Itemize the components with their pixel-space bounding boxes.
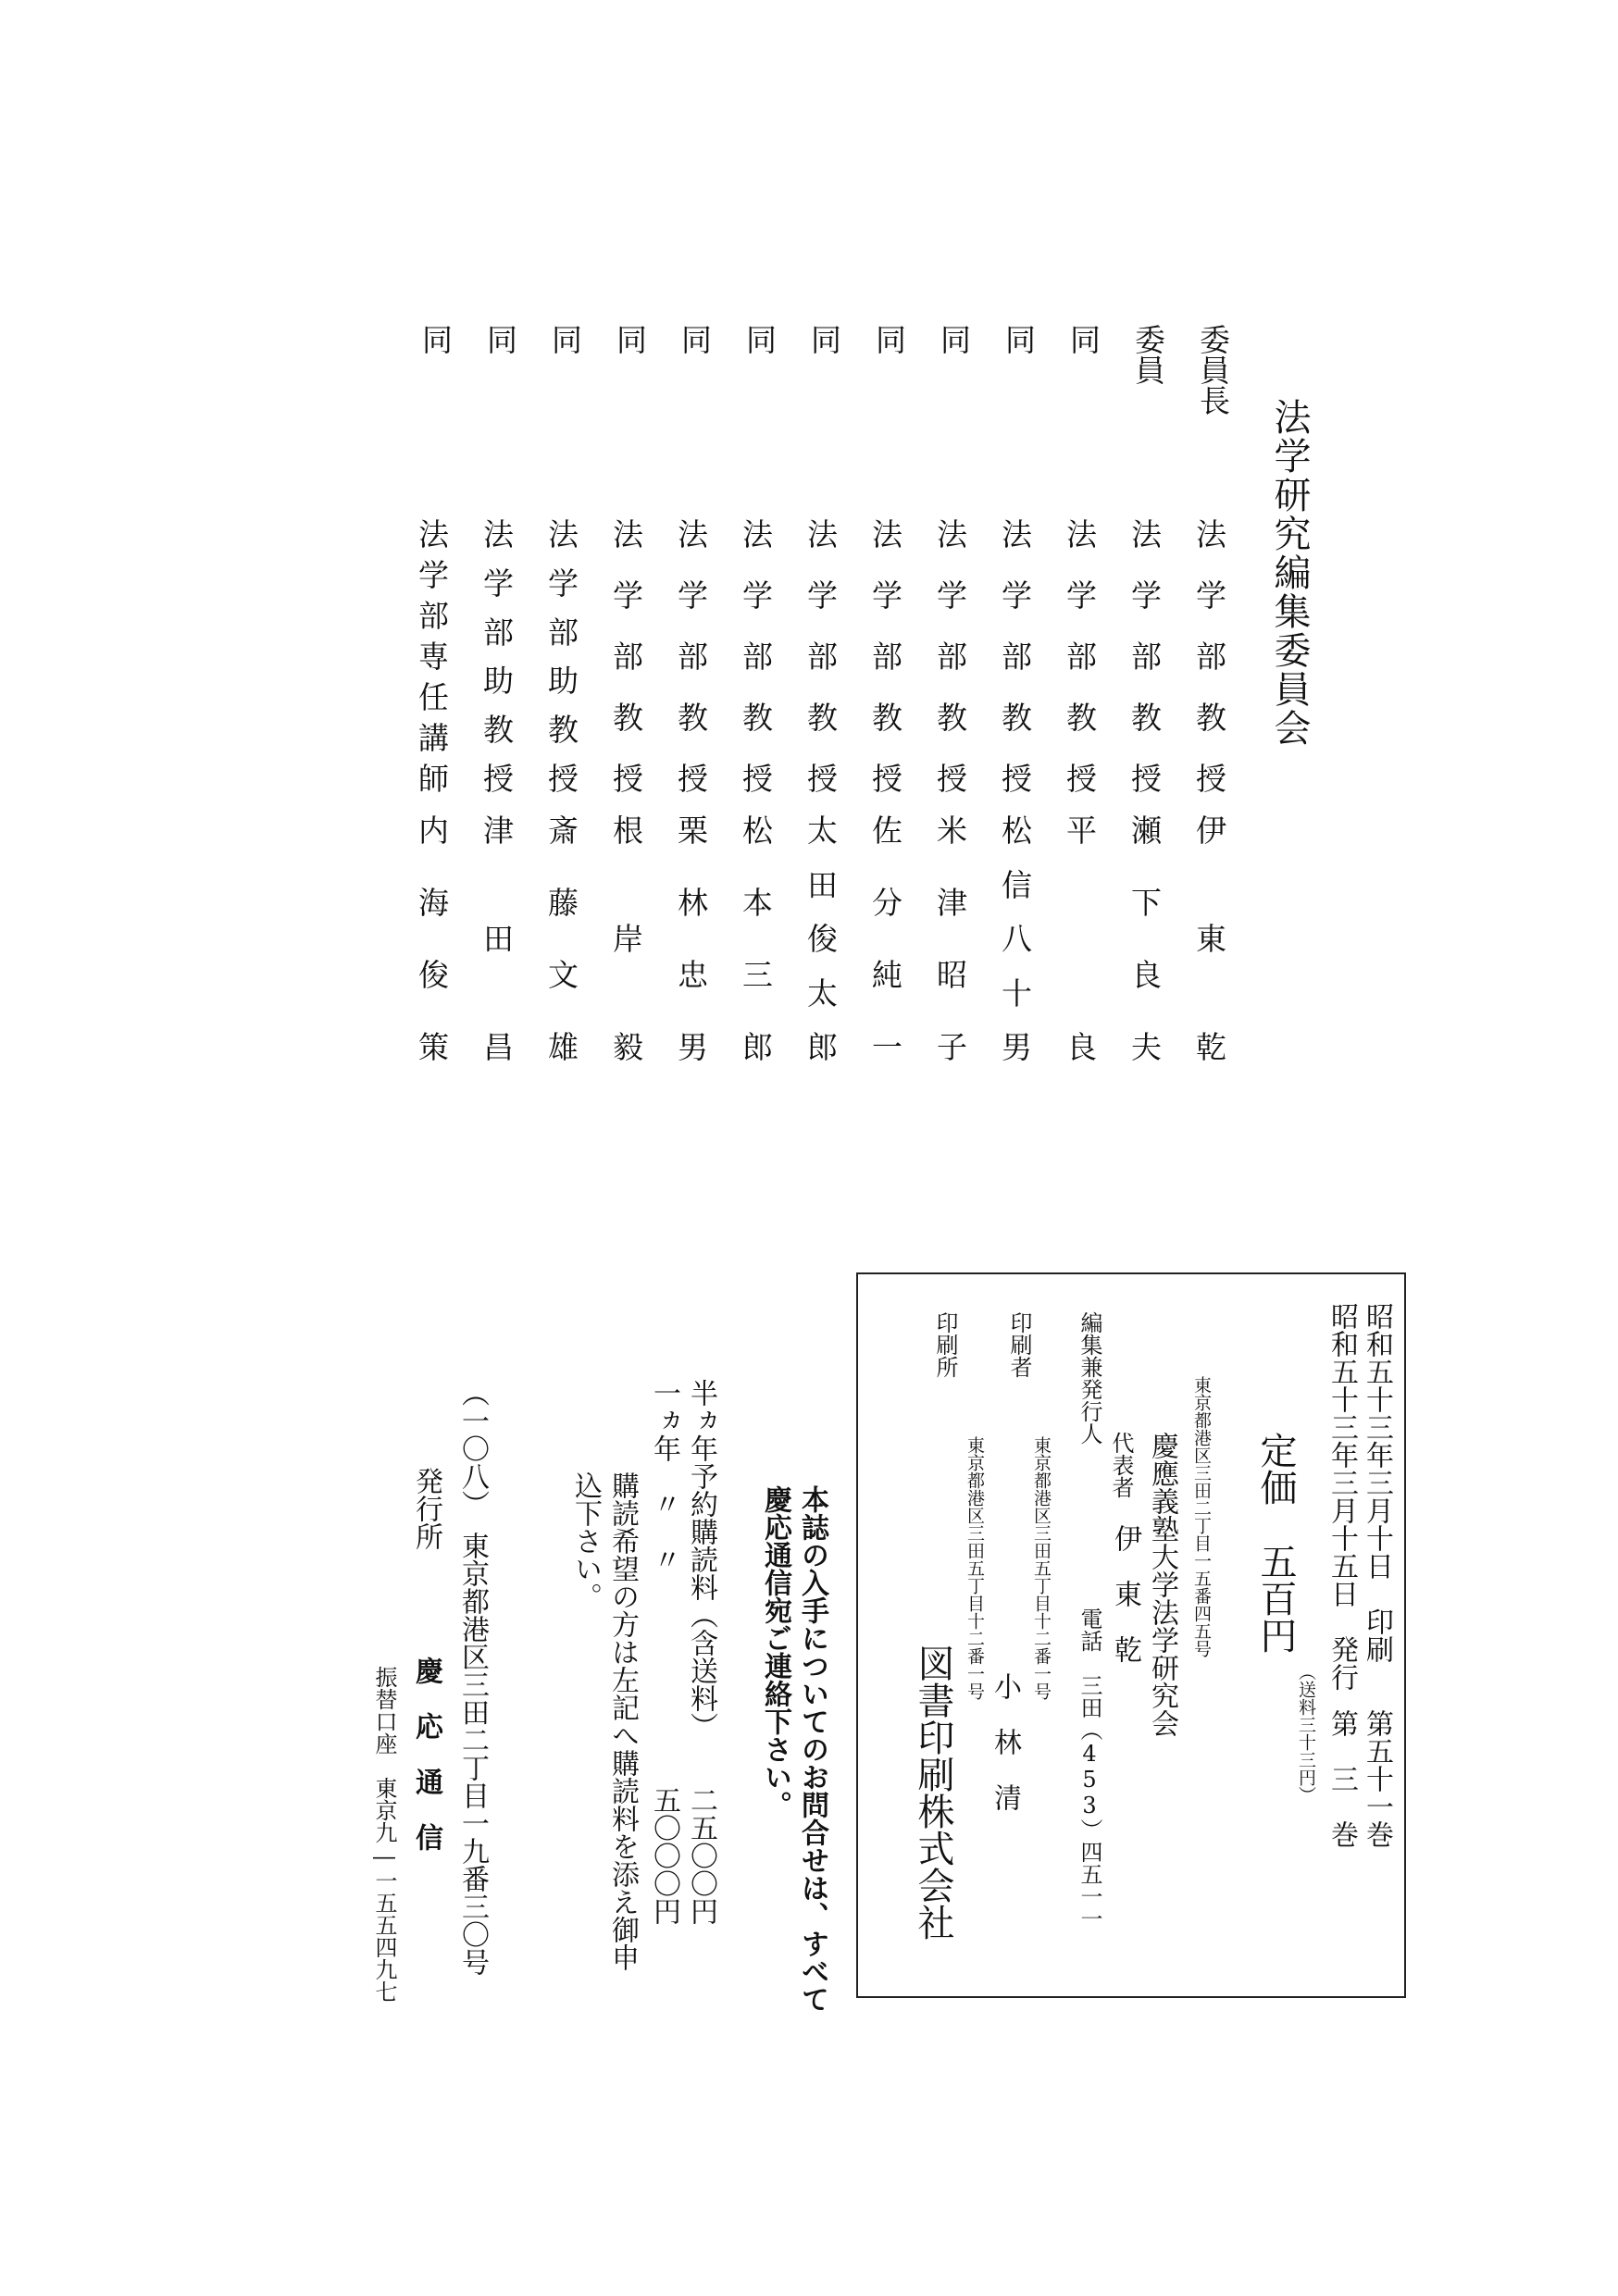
glyph: 昭 — [937, 957, 967, 993]
glyph: 平 — [1066, 813, 1097, 849]
committee-member — [796, 324, 852, 1064]
glyph: 助 — [483, 663, 514, 700]
glyph: 雄 — [548, 1029, 579, 1065]
glyph: 文 — [548, 957, 579, 993]
committee-member — [666, 324, 722, 1064]
glyph: 授 — [1002, 761, 1032, 797]
glyph: 部 — [548, 614, 579, 651]
glyph: 法 — [807, 516, 838, 552]
glyph: 授 — [678, 761, 708, 797]
volume-number: 第五十一巻 — [1361, 1709, 1393, 1848]
glyph: 授 — [613, 761, 643, 797]
glyph: 信 — [1002, 866, 1032, 903]
committee-member — [602, 324, 657, 1064]
glyph: 教 — [483, 712, 514, 749]
glyph: 純 — [872, 957, 902, 993]
committee-member — [926, 324, 981, 1064]
representative-name: 伊 東 乾 — [1109, 1524, 1141, 1663]
glyph: 良 — [1131, 957, 1162, 993]
committee-member — [861, 324, 916, 1064]
committee-member — [1120, 324, 1176, 1064]
glyph: 一 — [872, 1029, 902, 1065]
glyph: 根 — [613, 813, 643, 849]
glyph: 部 — [807, 639, 838, 675]
member-affiliation — [1131, 518, 1168, 796]
glyph: 授 — [483, 760, 514, 797]
committee-member — [990, 324, 1046, 1064]
glyph: 太 — [807, 813, 838, 849]
half-year-label: 半ヵ年予約購読料（含送料） — [685, 1379, 717, 1740]
print-shop-address: 東京都港区三田五丁目十二番一号 — [965, 1436, 985, 1700]
glyph: 乾 — [1196, 1029, 1226, 1065]
glyph: 法 — [1131, 516, 1162, 552]
glyph: 授 — [1131, 761, 1162, 797]
publisher-address: 東京都港区三田二丁目一五番四五号 — [1191, 1376, 1212, 1657]
glyph: 米 — [937, 813, 967, 849]
glyph: 俊 — [418, 957, 449, 993]
member-role: 同 — [741, 324, 778, 354]
glyph: 海 — [418, 885, 449, 921]
half-year-price: 二五〇〇円 — [685, 1786, 717, 1925]
glyph: 良 — [1066, 1029, 1097, 1065]
apply-line-2: 込下さい。 — [569, 1471, 602, 1610]
glyph: 法 — [678, 516, 708, 552]
member-name — [1131, 814, 1168, 1064]
member-affiliation — [1066, 518, 1103, 796]
printer-address: 東京都港区三田五丁目十二番一号 — [1031, 1436, 1052, 1700]
glyph: 師 — [418, 761, 449, 797]
glyph: 学 — [742, 577, 773, 614]
glyph: 松 — [742, 813, 773, 849]
member-affiliation — [678, 518, 715, 796]
glyph: 学 — [678, 577, 708, 614]
glyph: 分 — [872, 885, 902, 921]
glyph: 津 — [483, 813, 514, 849]
glyph: 助 — [548, 663, 579, 700]
distributor-label: 発行所 — [410, 1467, 442, 1550]
glyph: 専 — [418, 639, 449, 675]
member-role: 同 — [1065, 324, 1101, 354]
issue-number: 第 三 巻 — [1326, 1709, 1358, 1848]
glyph: 毅 — [613, 1029, 643, 1065]
glyph: 十 — [1002, 974, 1032, 1011]
member-name — [418, 814, 455, 1064]
member-affiliation — [1002, 518, 1039, 796]
member-role: 委員長 — [1195, 324, 1231, 416]
committee-member — [1055, 324, 1111, 1064]
member-name — [742, 814, 779, 1064]
colophon-box — [856, 1272, 1406, 1998]
postage: （送料三十三円） — [1296, 1663, 1316, 1804]
glyph: 法 — [742, 516, 773, 552]
glyph: 部 — [418, 598, 449, 634]
member-role: 同 — [677, 324, 713, 354]
member-name — [872, 814, 909, 1064]
glyph: 学 — [1002, 577, 1032, 614]
glyph: 教 — [1196, 700, 1226, 736]
glyph: 法 — [483, 516, 514, 552]
glyph: 授 — [937, 761, 967, 797]
publisher-label: 編集兼発行人 — [1077, 1311, 1102, 1445]
glyph: 下 — [1131, 885, 1162, 921]
glyph: 瀬 — [1131, 813, 1162, 849]
glyph: 部 — [1196, 639, 1226, 675]
glyph: 本 — [742, 885, 773, 921]
glyph: 学 — [1131, 577, 1162, 614]
member-role: 同 — [1001, 324, 1037, 354]
notice-line-1: 本誌の入手についてのお問合せは、すべて — [796, 1485, 828, 2013]
glyph: 学 — [807, 577, 838, 614]
member-name — [1066, 814, 1103, 1064]
glyph: 部 — [872, 639, 902, 675]
glyph: 教 — [742, 700, 773, 736]
glyph: 部 — [613, 639, 643, 675]
member-affiliation — [807, 518, 844, 796]
glyph: 授 — [548, 760, 579, 797]
glyph: 法 — [1002, 516, 1032, 552]
member-role: 同 — [417, 324, 454, 354]
glyph: 学 — [613, 577, 643, 614]
glyph: 任 — [418, 679, 449, 715]
committee-member — [472, 324, 528, 1064]
representative-label: 代表者 — [1108, 1432, 1134, 1498]
glyph: 教 — [678, 700, 708, 736]
member-role: 委員 — [1130, 324, 1166, 385]
glyph: 法 — [1066, 516, 1097, 552]
glyph: 法 — [1196, 516, 1226, 552]
glyph: 教 — [872, 700, 902, 736]
committee-member — [537, 324, 592, 1064]
glyph: 子 — [937, 1029, 967, 1065]
glyph: 授 — [1196, 761, 1226, 797]
glyph: 授 — [807, 761, 838, 797]
member-affiliation — [483, 518, 520, 796]
printer-label: 印刷者 — [1006, 1311, 1032, 1378]
member-name — [937, 814, 974, 1064]
member-name — [807, 814, 844, 1064]
glyph: 郎 — [807, 1029, 838, 1065]
member-role: 同 — [806, 324, 842, 354]
glyph: 教 — [613, 700, 643, 736]
glyph: 法 — [872, 516, 902, 552]
transfer-account: 振替口座 東京九―一五五四九七 — [371, 1666, 397, 2003]
member-affiliation — [937, 518, 974, 796]
glyph: 教 — [807, 700, 838, 736]
apply-line-1: 購読希望の方は左記へ購読料を添え御申 — [606, 1471, 639, 1971]
glyph: 教 — [1131, 700, 1162, 736]
glyph: 田 — [807, 866, 838, 903]
member-affiliation — [872, 518, 909, 796]
glyph: 部 — [742, 639, 773, 675]
glyph: 松 — [1002, 813, 1032, 849]
glyph: 三 — [742, 957, 773, 993]
glyph: 内 — [418, 813, 449, 849]
glyph: 学 — [872, 577, 902, 614]
member-role: 同 — [936, 324, 972, 354]
glyph: 授 — [872, 761, 902, 797]
member-affiliation — [1196, 518, 1233, 796]
member-role: 同 — [482, 324, 518, 354]
glyph: 斎 — [548, 813, 579, 849]
glyph: 授 — [742, 761, 773, 797]
member-name — [1002, 814, 1039, 1064]
glyph: 策 — [418, 1029, 449, 1065]
committee-member — [731, 324, 787, 1064]
price: 定価 五百円 — [1254, 1432, 1297, 1654]
glyph: 学 — [418, 557, 449, 593]
glyph: 部 — [678, 639, 708, 675]
distributor-address: （一〇八） 東京都港区三田二丁目一九番三〇号 — [456, 1379, 489, 1976]
committee-member — [407, 324, 463, 1064]
glyph: 法 — [548, 516, 579, 552]
phone: 電話 三田（453）四五一一 — [1077, 1607, 1102, 1930]
glyph: 教 — [1002, 700, 1032, 736]
member-role: 同 — [547, 324, 583, 354]
glyph: 伊 — [1196, 813, 1226, 849]
glyph: 夫 — [1131, 1029, 1162, 1065]
member-name — [613, 814, 650, 1064]
glyph: 男 — [678, 1029, 708, 1065]
glyph: 学 — [937, 577, 967, 614]
glyph: 東 — [1196, 921, 1226, 957]
print-shop-label: 印刷所 — [932, 1311, 958, 1378]
glyph: 部 — [1002, 639, 1032, 675]
glyph: 八 — [1002, 921, 1032, 957]
print-shop-name: 図書印刷株式会社 — [912, 1644, 954, 1941]
one-year-label: 一ヵ年 〃 〃 — [648, 1379, 680, 1573]
glyph: 栗 — [678, 813, 708, 849]
glyph: 郎 — [742, 1029, 773, 1065]
glyph: 教 — [548, 712, 579, 749]
one-year-price: 五〇〇〇円 — [648, 1786, 680, 1925]
distributor-name: 慶 応 通 信 — [410, 1657, 442, 1851]
publisher-org: 慶應義塾大学法学研究会 — [1146, 1432, 1178, 1737]
committee-title: 法学研究編集委員会 — [1268, 398, 1311, 748]
glyph: 藤 — [548, 885, 579, 921]
glyph: 部 — [1066, 639, 1097, 675]
committee-member — [1185, 324, 1240, 1064]
glyph: 法 — [937, 516, 967, 552]
glyph: 部 — [1131, 639, 1162, 675]
glyph: 太 — [807, 974, 838, 1011]
glyph: 林 — [678, 885, 708, 921]
glyph: 田 — [483, 921, 514, 957]
member-role: 同 — [871, 324, 907, 354]
glyph: 津 — [937, 885, 967, 921]
member-name — [483, 814, 520, 1064]
glyph: 法 — [418, 516, 449, 552]
member-affiliation — [548, 518, 585, 796]
glyph: 部 — [937, 639, 967, 675]
glyph: 岸 — [613, 921, 643, 957]
glyph: 教 — [1066, 700, 1097, 736]
glyph: 講 — [418, 720, 449, 756]
printed-date: 昭和五十三年三月十日 印刷 — [1361, 1302, 1393, 1663]
glyph: 昌 — [483, 1029, 514, 1065]
glyph: 法 — [613, 516, 643, 552]
member-role: 同 — [612, 324, 648, 354]
printer-name: 小 林 清 — [989, 1672, 1021, 1811]
glyph: 俊 — [807, 921, 838, 957]
glyph: 学 — [548, 565, 579, 602]
issued-date: 昭和五十三年三月十五日 発行 — [1326, 1302, 1358, 1691]
member-name — [548, 814, 585, 1064]
glyph: 授 — [1066, 761, 1097, 797]
member-affiliation — [613, 518, 650, 796]
glyph: 学 — [1066, 577, 1097, 614]
glyph: 忠 — [678, 957, 708, 993]
member-name — [1196, 814, 1233, 1064]
glyph: 佐 — [872, 813, 902, 849]
glyph: 学 — [1196, 577, 1226, 614]
notice-line-2: 慶応通信宛ご連絡下さい。 — [759, 1485, 791, 1818]
glyph: 教 — [937, 700, 967, 736]
member-affiliation — [418, 518, 455, 796]
glyph: 部 — [483, 614, 514, 651]
member-affiliation — [742, 518, 779, 796]
glyph: 学 — [483, 565, 514, 602]
member-name — [678, 814, 715, 1064]
glyph: 男 — [1002, 1029, 1032, 1065]
